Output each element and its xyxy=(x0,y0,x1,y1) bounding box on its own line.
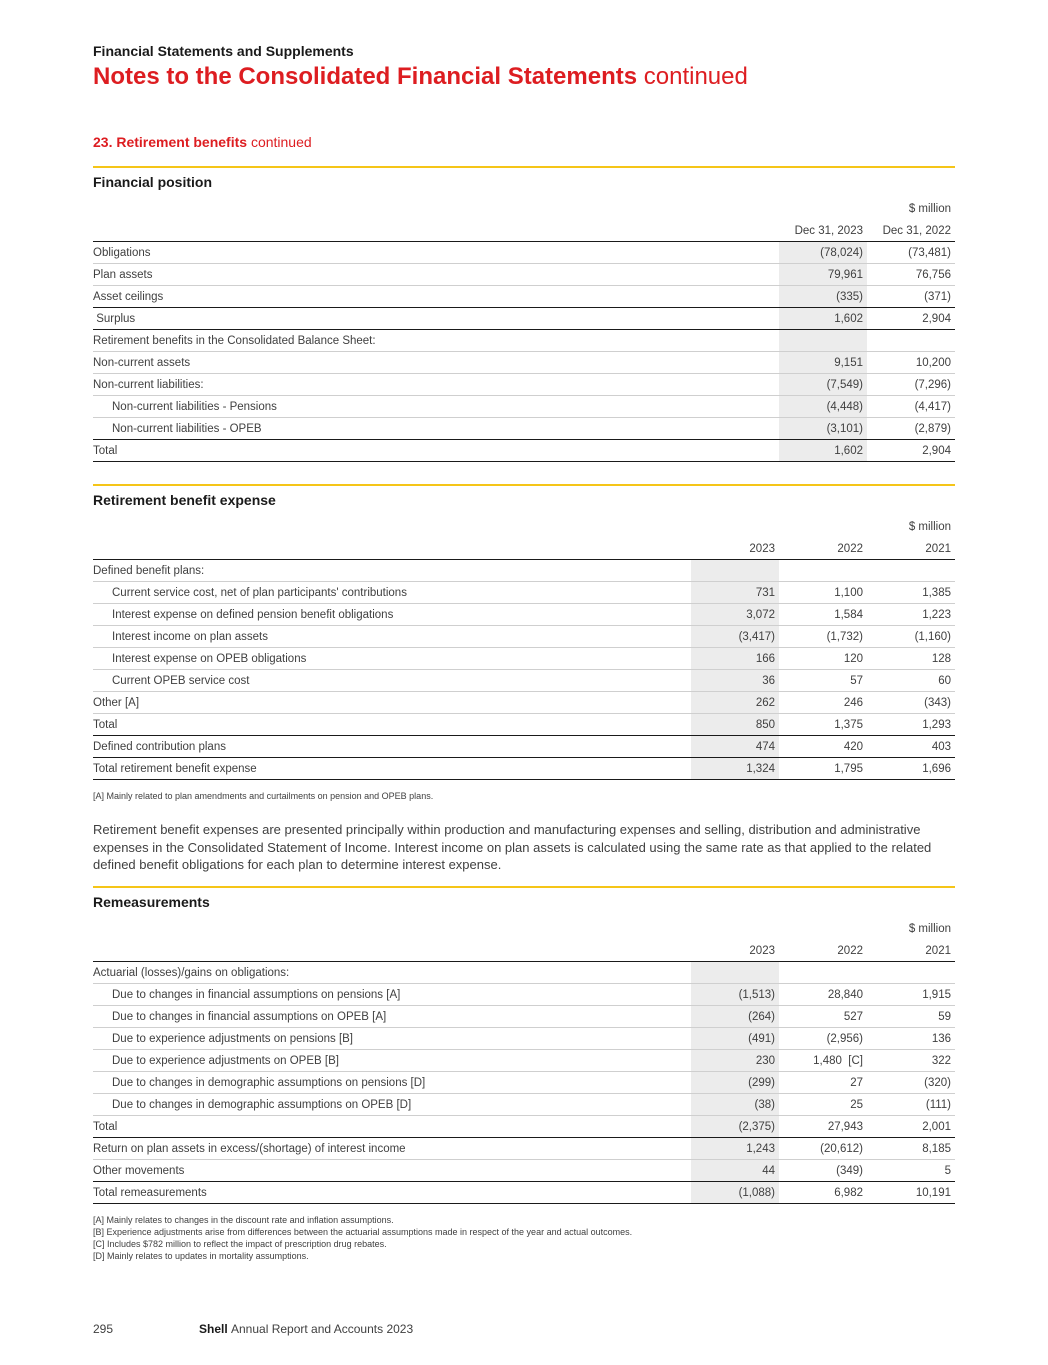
table-row xyxy=(93,1160,955,1182)
table-row xyxy=(93,1050,955,1072)
cell: 2,904 xyxy=(867,440,955,462)
table-row xyxy=(93,1028,955,1050)
cell: (264) xyxy=(691,1006,779,1028)
row-label: Plan assets xyxy=(93,264,779,286)
row-label: Non-current liabilities: xyxy=(93,374,779,396)
cell: 5 xyxy=(867,1160,955,1182)
row-label: Interest expense on defined pension benefit obligations xyxy=(93,604,691,626)
table-row xyxy=(93,418,955,440)
cell: 527 xyxy=(779,1006,867,1028)
cell: 1,100 xyxy=(779,582,867,604)
cell: (111) xyxy=(867,1094,955,1116)
cell: 128 xyxy=(867,648,955,670)
cell: (3,417) xyxy=(691,626,779,648)
table-row xyxy=(93,1116,955,1138)
footnote: [D] Mainly relates to updates in mortality assumptions. xyxy=(93,1251,309,1261)
table-row xyxy=(93,1138,955,1160)
row-label: Surplus xyxy=(93,308,779,330)
financial-position-block xyxy=(93,166,955,462)
cell: 322 xyxy=(867,1050,955,1072)
remeasurements-title: Remeasurements xyxy=(93,894,210,910)
remeasurements-notes xyxy=(93,1214,955,1262)
cell: (3,101) xyxy=(779,418,867,440)
cell: 120 xyxy=(779,648,867,670)
cell: (20,612) xyxy=(779,1138,867,1160)
cell: (491) xyxy=(691,1028,779,1050)
cell: 6,982 xyxy=(779,1182,867,1204)
row-label: Asset ceilings xyxy=(93,286,779,308)
cell: (1,088) xyxy=(691,1182,779,1204)
row-label: Defined benefit plans: xyxy=(93,560,691,582)
column-header: 2021 xyxy=(867,940,955,962)
table-row xyxy=(93,1182,955,1204)
section-title-suffix: continued xyxy=(250,134,312,150)
row-label: Total xyxy=(93,1116,691,1138)
column-header: 2023 xyxy=(691,538,779,560)
remeasurements-table xyxy=(93,918,955,1204)
cell: 1,795 xyxy=(779,758,867,780)
cell: (73,481) xyxy=(867,242,955,264)
table-row xyxy=(93,714,955,736)
cell: (38) xyxy=(691,1094,779,1116)
row-label: Other movements xyxy=(93,1160,691,1182)
section-title xyxy=(93,134,312,150)
cell: 1,602 xyxy=(779,308,867,330)
column-header: 2021 xyxy=(867,538,955,560)
body-paragraph: Retirement benefit expenses are presented principally within production and manufacturing expenses and selling, distribution and administrative expenses in the Consolidated Statement of Income. Interest income on plan assets is calculated using the same rate as that applied to the related defined benefit obligations for each plan to determine interest expense. xyxy=(93,822,932,872)
cell: (78,024) xyxy=(779,242,867,264)
cell: 10,200 xyxy=(867,352,955,374)
report-name: Annual Report and Accounts 2023 xyxy=(231,1322,414,1336)
cell xyxy=(779,560,867,582)
row-label: Due to changes in financial assumptions on pensions [A] xyxy=(93,984,691,1006)
cell: (7,296) xyxy=(867,374,955,396)
financial-position-table xyxy=(93,198,955,462)
table-row xyxy=(93,626,955,648)
cell: (349) xyxy=(779,1160,867,1182)
cell: (2,956) xyxy=(779,1028,867,1050)
row-label: Due to changes in demographic assumptions on OPEB [D] xyxy=(93,1094,691,1116)
row-label: Non-current liabilities - Pensions xyxy=(93,396,779,418)
expense-block xyxy=(93,484,955,802)
cell: 731 xyxy=(691,582,779,604)
footnote: [B] Experience adjustments arise from differences between the actuarial assumptions made in respect of the year and actual outcomes. xyxy=(93,1227,633,1237)
row-label: Non-current assets xyxy=(93,352,779,374)
table-row xyxy=(93,670,955,692)
table-row xyxy=(93,582,955,604)
footnote: [C] Includes $782 million to reflect the impact of prescription drug rebates. xyxy=(93,1239,387,1249)
cell: 850 xyxy=(691,714,779,736)
unit-label: $ million xyxy=(908,521,951,533)
row-label: Interest income on plan assets xyxy=(93,626,691,648)
row-label: Total retirement benefit expense xyxy=(93,758,691,780)
table-row xyxy=(93,352,955,374)
expense-notes xyxy=(93,790,955,802)
row-label: Due to changes in financial assumptions on OPEB [A] xyxy=(93,1006,691,1028)
cell: (335) xyxy=(779,286,867,308)
cell: 1,243 xyxy=(691,1138,779,1160)
cell: (1,160) xyxy=(867,626,955,648)
column-header: Dec 31, 2022 xyxy=(867,220,955,242)
header-row xyxy=(93,538,955,560)
table-row xyxy=(93,648,955,670)
cell xyxy=(779,330,867,352)
row-label: Current OPEB service cost xyxy=(93,670,691,692)
cell xyxy=(691,560,779,582)
cell xyxy=(691,962,779,984)
row-label: Actuarial (losses)/gains on obligations: xyxy=(93,962,691,984)
column-header: Dec 31, 2023 xyxy=(779,220,867,242)
row-label: Obligations xyxy=(93,242,779,264)
row-label: Total remeasurements xyxy=(93,1182,691,1204)
cell: 25 xyxy=(779,1094,867,1116)
cell: 8,185 xyxy=(867,1138,955,1160)
page-title-main: Notes to the Consolidated Financial Statements xyxy=(93,63,638,90)
table-row xyxy=(93,440,955,462)
cell: 1,385 xyxy=(867,582,955,604)
cell: 60 xyxy=(867,670,955,692)
cell: 1,480 [C] xyxy=(779,1050,867,1072)
cell: 36 xyxy=(691,670,779,692)
table-row xyxy=(93,692,955,714)
footnote: [A] Mainly related to plan amendments and curtailments on pension and OPEB plans. xyxy=(93,791,434,801)
cell: 79,961 xyxy=(779,264,867,286)
table-row xyxy=(93,286,955,308)
cell: (371) xyxy=(867,286,955,308)
cell: 28,840 xyxy=(779,984,867,1006)
expense-table xyxy=(93,516,955,780)
cell: (299) xyxy=(691,1072,779,1094)
unit-row xyxy=(93,918,955,940)
cell: 403 xyxy=(867,736,955,758)
cell: (320) xyxy=(867,1072,955,1094)
cell: 230 xyxy=(691,1050,779,1072)
table-row xyxy=(93,264,955,286)
footnote: [A] Mainly relates to changes in the discount rate and inflation assumptions. xyxy=(93,1215,394,1225)
table-row xyxy=(93,560,955,582)
header-row xyxy=(93,220,955,242)
row-label: Retirement benefits in the Consolidated Balance Sheet: xyxy=(93,330,779,352)
table-row xyxy=(93,1094,955,1116)
section-title-main: 23. Retirement benefits xyxy=(93,134,248,150)
cell: 9,151 xyxy=(779,352,867,374)
cell: 1,584 xyxy=(779,604,867,626)
column-header: 2022 xyxy=(779,940,867,962)
row-label: Non-current liabilities - OPEB xyxy=(93,418,779,440)
cell xyxy=(867,330,955,352)
cell: 2,904 xyxy=(867,308,955,330)
cell xyxy=(779,962,867,984)
table-row xyxy=(93,308,955,330)
cell: 166 xyxy=(691,648,779,670)
row-label: Due to changes in demographic assumptions on pensions [D] xyxy=(93,1072,691,1094)
cell: 2,001 xyxy=(867,1116,955,1138)
brand-name: Shell xyxy=(199,1322,228,1336)
cell: (4,448) xyxy=(779,396,867,418)
cell: 27 xyxy=(779,1072,867,1094)
cell: (2,879) xyxy=(867,418,955,440)
row-label: Total xyxy=(93,714,691,736)
page-number: 295 xyxy=(93,1322,114,1336)
page-title-suffix: continued xyxy=(643,63,748,90)
cell: 27,943 xyxy=(779,1116,867,1138)
cell: 1,293 xyxy=(867,714,955,736)
table-row xyxy=(93,330,955,352)
cell xyxy=(867,962,955,984)
cell: 1,696 xyxy=(867,758,955,780)
cell xyxy=(867,560,955,582)
financial-position-title: Financial position xyxy=(93,174,213,190)
unit-label: $ million xyxy=(908,203,951,215)
cell: (4,417) xyxy=(867,396,955,418)
table-row xyxy=(93,396,955,418)
cell: 59 xyxy=(867,1006,955,1028)
cell: 136 xyxy=(867,1028,955,1050)
cell: 262 xyxy=(691,692,779,714)
table-row xyxy=(93,1072,955,1094)
row-label: Return on plan assets in excess/(shortage) of interest income xyxy=(93,1138,691,1160)
unit-label: $ million xyxy=(908,923,951,935)
cell: 76,756 xyxy=(867,264,955,286)
table-row xyxy=(93,758,955,780)
row-label: Other [A] xyxy=(93,692,691,714)
page-title xyxy=(93,63,748,91)
cell: 44 xyxy=(691,1160,779,1182)
cell: 1,915 xyxy=(867,984,955,1006)
cell: 10,191 xyxy=(867,1182,955,1204)
cell: 420 xyxy=(779,736,867,758)
cell: 1,602 xyxy=(779,440,867,462)
document-supertitle: Financial Statements and Supplements xyxy=(93,43,354,59)
row-label: Defined contribution plans xyxy=(93,736,691,758)
row-label: Due to experience adjustments on pensions [B] xyxy=(93,1028,691,1050)
cell: 1,324 xyxy=(691,758,779,780)
page-footer xyxy=(93,1322,414,1336)
column-header: 2023 xyxy=(691,940,779,962)
cell: 246 xyxy=(779,692,867,714)
table-row xyxy=(93,374,955,396)
table-row xyxy=(93,962,955,984)
cell: (2,375) xyxy=(691,1116,779,1138)
expense-title: Retirement benefit expense xyxy=(93,492,276,508)
cell: 57 xyxy=(779,670,867,692)
table-row xyxy=(93,604,955,626)
cell: 1,375 xyxy=(779,714,867,736)
row-label: Total xyxy=(93,440,779,462)
cell: (7,549) xyxy=(779,374,867,396)
column-header: 2022 xyxy=(779,538,867,560)
table-row xyxy=(93,1006,955,1028)
cell: 474 xyxy=(691,736,779,758)
table-row xyxy=(93,242,955,264)
cell: (1,732) xyxy=(779,626,867,648)
header-row xyxy=(93,940,955,962)
remeasurements-block xyxy=(93,886,955,1262)
cell: (1,513) xyxy=(691,984,779,1006)
cell: (343) xyxy=(867,692,955,714)
row-label: Current service cost, net of plan participants' contributions xyxy=(93,582,691,604)
table-row xyxy=(93,984,955,1006)
unit-row xyxy=(93,516,955,538)
unit-row xyxy=(93,198,955,220)
cell: 1,223 xyxy=(867,604,955,626)
row-label: Interest expense on OPEB obligations xyxy=(93,648,691,670)
cell: 3,072 xyxy=(691,604,779,626)
row-label: Due to experience adjustments on OPEB [B] xyxy=(93,1050,691,1072)
table-row xyxy=(93,736,955,758)
